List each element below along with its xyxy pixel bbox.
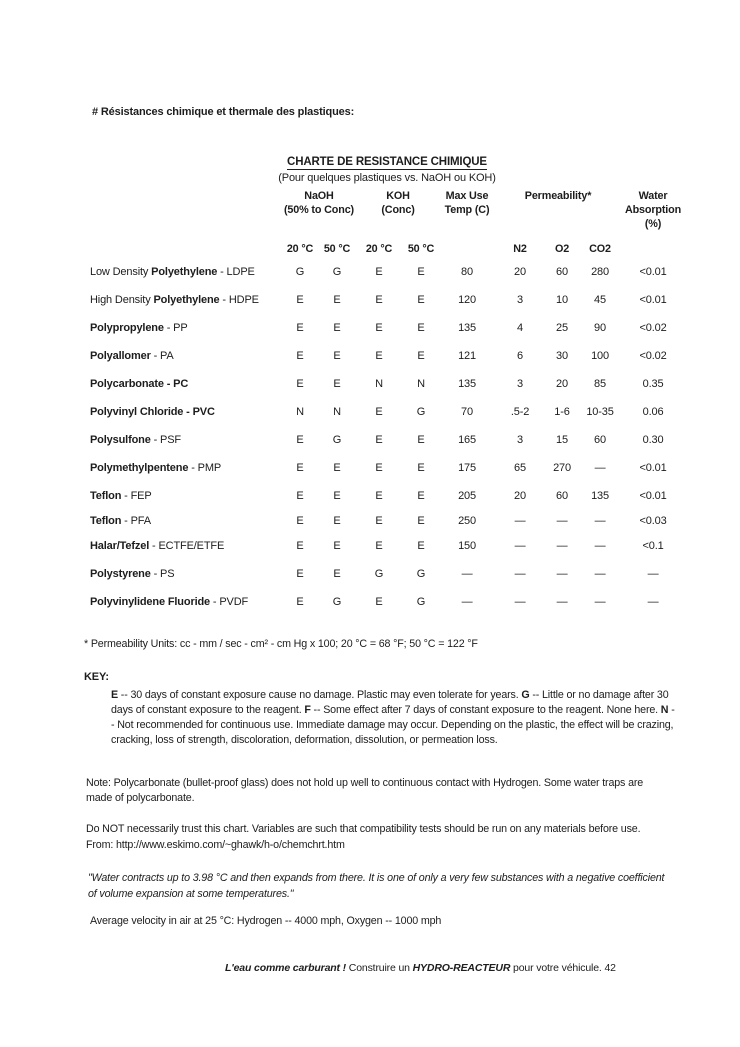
cell-naoh-50c: G: [332, 596, 342, 608]
cell-max-temp: 135: [458, 378, 476, 390]
cell-n2: 4: [517, 322, 523, 334]
material-abbr: - HDPE: [219, 294, 259, 306]
cell-max-temp: —: [461, 568, 473, 580]
cell-koh-50c: E: [417, 462, 425, 474]
cell-naoh-20c: E: [296, 596, 304, 608]
cell-material: [90, 342, 282, 370]
cell-naoh-50c: E: [333, 568, 341, 580]
cell-naoh-50c: E: [333, 294, 341, 306]
cell-water-absorption: <0.01: [639, 462, 667, 474]
cell-koh-20c: E: [375, 350, 383, 362]
cell-o2: 20: [556, 378, 568, 390]
key-segment: [304, 704, 660, 716]
table-row: [90, 398, 684, 426]
header-spacer: [90, 231, 282, 258]
material-prefix: Low Density: [90, 266, 152, 278]
material-name: Polymethylpentene: [90, 462, 189, 474]
cell-koh-20c: E: [375, 294, 383, 306]
material-abbr: - PA: [150, 350, 174, 362]
key-letter: E: [111, 689, 118, 701]
material-name: Teflon: [90, 515, 122, 527]
cell-max-temp: —: [461, 596, 473, 608]
cell-max-temp: 135: [458, 322, 476, 334]
cell-material: [90, 426, 282, 454]
header-row-groups-line3: [90, 218, 684, 231]
cell-koh-20c: E: [375, 490, 383, 502]
cell-n2: 3: [517, 434, 523, 446]
header-row-groups-line2: [90, 204, 684, 218]
material-name: Polystyrene: [90, 568, 151, 580]
cell-koh-20c: G: [374, 568, 384, 580]
cell-koh-50c: N: [417, 378, 425, 390]
subheader-co2: CO2: [589, 243, 611, 255]
cell-koh-50c: E: [417, 540, 425, 552]
cell-co2: —: [594, 568, 606, 580]
cell-max-temp: 120: [458, 294, 476, 306]
chart-title-block: [90, 152, 684, 184]
material-name: Polypropylene: [90, 322, 164, 334]
cell-koh-20c: E: [375, 406, 383, 418]
cell-water-absorption: <0.03: [639, 515, 667, 527]
cell-material: [90, 314, 282, 342]
col-group-naoh: NaOH: [304, 190, 334, 202]
cell-naoh-50c: E: [333, 378, 341, 390]
cell-water-absorption: —: [647, 568, 659, 580]
table-row: [90, 588, 684, 616]
subheader-koh-20c: 20 °C: [365, 243, 393, 255]
cell-co2: 100: [591, 350, 609, 362]
key-label: KEY:: [84, 671, 109, 683]
cell-water-absorption: 0.06: [642, 406, 664, 418]
subheader-koh-50c: 50 °C: [407, 243, 435, 255]
cell-o2: 60: [556, 266, 568, 278]
header-spacer: [90, 204, 282, 218]
key-text: -- Some effect after 7 days of constant exposure to the reagent. None here.: [310, 704, 661, 716]
cell-koh-20c: E: [375, 434, 383, 446]
trust-disclaimer: Do NOT necessarily trust this chart. Variables are such that compatibility tests should be run on any materials before use. From: http://www.eskimo.com/~ghawk/h-o/chemchrt.htm: [86, 823, 641, 851]
cell-naoh-20c: E: [296, 294, 304, 306]
cell-o2: —: [556, 596, 568, 608]
cell-co2: 60: [594, 434, 606, 446]
cell-naoh-20c: E: [296, 378, 304, 390]
cell-o2: —: [556, 568, 568, 580]
table-row: [90, 370, 684, 398]
material-abbr: - PMP: [188, 462, 222, 474]
cell-co2: —: [594, 462, 606, 474]
cell-co2: —: [594, 515, 606, 527]
header-spacer: [494, 204, 622, 218]
key-letter: G: [521, 689, 530, 701]
cell-max-temp: 70: [461, 406, 473, 418]
material-abbr: - LDPE: [217, 266, 255, 278]
header-row-groups: [90, 190, 684, 204]
footer-page-number: pour votre véhicule. 42: [510, 962, 616, 974]
cell-o2: 15: [556, 434, 568, 446]
cell-n2: 3: [517, 294, 523, 306]
cell-o2: 25: [556, 322, 568, 334]
cell-naoh-50c: E: [333, 490, 341, 502]
cell-max-temp: 121: [458, 350, 476, 362]
material-prefix: High Density: [90, 294, 154, 306]
table-row: [90, 454, 684, 482]
cell-material: [90, 258, 282, 286]
cell-water-absorption: <0.1: [642, 540, 664, 552]
cell-naoh-50c: E: [333, 540, 341, 552]
header-spacer: [90, 218, 622, 231]
cell-n2: —: [514, 596, 526, 608]
cell-max-temp: 250: [458, 515, 476, 527]
cell-naoh-50c: E: [333, 515, 341, 527]
cell-koh-20c: E: [375, 540, 383, 552]
cell-naoh-20c: E: [296, 540, 304, 552]
col-group-water-pct: (%): [644, 218, 662, 230]
material-name: Polyethylene: [151, 266, 218, 278]
cell-naoh-50c: N: [333, 406, 341, 418]
cell-n2: 20: [514, 266, 526, 278]
cell-koh-50c: E: [417, 322, 425, 334]
col-group-naoh-conc: (50% to Conc): [283, 204, 355, 216]
material-name: Teflon: [90, 490, 122, 502]
cell-naoh-50c: G: [332, 434, 342, 446]
cell-koh-50c: E: [417, 266, 425, 278]
permeability-units-note: * Permeability Units: cc - mm / sec - cm² - cm Hg x 100; 20 °C = 68 °F; 50 °C = 122 °F: [84, 638, 478, 650]
cell-water-absorption: <0.02: [639, 322, 667, 334]
header-spacer: [622, 231, 684, 258]
material-name: Polyvinyl Chloride - PVC: [90, 406, 215, 418]
cell-water-absorption: —: [647, 596, 659, 608]
cell-co2: 85: [594, 378, 606, 390]
cell-koh-50c: G: [416, 596, 426, 608]
cell-naoh-20c: G: [295, 266, 305, 278]
cell-material: [90, 454, 282, 482]
cell-material: [90, 482, 282, 510]
col-group-koh-conc: (Conc): [381, 204, 415, 216]
table-row: [90, 482, 684, 510]
col-group-max-temp: Max Use: [445, 190, 489, 202]
cell-koh-20c: N: [375, 378, 383, 390]
cell-material: [90, 588, 282, 616]
col-group-water-absorption: Absorption: [624, 204, 682, 216]
page-heading: # Résistances chimique et thermale des plastiques:: [92, 106, 355, 118]
cell-max-temp: 205: [458, 490, 476, 502]
footer-text: Construire un: [346, 962, 413, 974]
cell-material: [90, 286, 282, 314]
cell-koh-20c: E: [375, 596, 383, 608]
cell-koh-50c: E: [417, 294, 425, 306]
table-row: [90, 560, 684, 588]
cell-naoh-50c: G: [332, 266, 342, 278]
material-abbr: - PFA: [121, 515, 151, 527]
cell-o2: 270: [553, 462, 571, 474]
cell-material: [90, 532, 282, 560]
cell-naoh-20c: E: [296, 322, 304, 334]
cell-water-absorption: 0.30: [642, 434, 664, 446]
key-segment: [111, 689, 521, 701]
material-abbr: - PSF: [150, 434, 181, 446]
table-row: [90, 286, 684, 314]
material-abbr: - PP: [163, 322, 188, 334]
key-text: -- Little or no damage after 30 days of constant exposure to the reagent.: [111, 689, 669, 716]
cell-max-temp: 80: [461, 266, 473, 278]
cell-naoh-50c: E: [333, 322, 341, 334]
key-text: -- 30 days of constant exposure cause no damage. Plastic may even tolerate for years.: [117, 689, 522, 701]
cell-o2: —: [556, 540, 568, 552]
cell-koh-20c: E: [375, 322, 383, 334]
cell-max-temp: 150: [458, 540, 476, 552]
cell-water-absorption: 0.35: [642, 378, 664, 390]
cell-naoh-20c: E: [296, 490, 304, 502]
cell-koh-50c: E: [417, 350, 425, 362]
cell-water-absorption: <0.01: [639, 490, 667, 502]
cell-n2: 6: [517, 350, 523, 362]
table-row: [90, 532, 684, 560]
cell-o2: 1-6: [554, 406, 570, 418]
polycarbonate-note: Note: Polycarbonate (bullet-proof glass) does not hold up well to continuous contact with Hydrogen. Some water traps are made of polycarbonate.: [86, 777, 644, 804]
table-row: [90, 426, 684, 454]
cell-o2: 60: [556, 490, 568, 502]
subheader-n2: N2: [513, 243, 527, 255]
cell-naoh-20c: E: [296, 515, 304, 527]
footer-book-title: L'eau comme carburant !: [225, 962, 346, 974]
col-group-temp-unit: Temp (C): [444, 204, 490, 216]
material-abbr: - ECTFE/ETFE: [149, 540, 225, 552]
cell-max-temp: 165: [458, 434, 476, 446]
subheader-naoh-50c: 50 °C: [323, 243, 351, 255]
cell-naoh-20c: N: [296, 406, 304, 418]
cell-n2: —: [514, 540, 526, 552]
cell-naoh-20c: E: [296, 462, 304, 474]
col-group-permeability: Permeability*: [524, 190, 592, 202]
cell-naoh-20c: E: [296, 568, 304, 580]
cell-o2: 30: [556, 350, 568, 362]
page-footer: [225, 962, 616, 974]
cell-water-absorption: <0.02: [639, 350, 667, 362]
key-text: -- Not recommended for continuous use. Immediate damage may occur. Depending on the plastic, the effect will be crazing, cracking, loss of strength, discoloration, deformation, dissolution, or permeation loss.: [111, 704, 675, 746]
table-row: [90, 510, 684, 532]
header-spacer: [90, 190, 282, 204]
water-quote: "Water contracts up to 3.98 °C and then expands from there. It is one of only a very few substances with a negative coefficient of volume expansion at some temperatures.": [88, 872, 665, 900]
cell-naoh-50c: E: [333, 462, 341, 474]
cell-n2: —: [514, 515, 526, 527]
cell-co2: —: [594, 596, 606, 608]
table-row: [90, 258, 684, 286]
header-row-subcolumns: [90, 231, 684, 258]
cell-co2: 10-35: [586, 406, 614, 418]
cell-o2: —: [556, 515, 568, 527]
material-name: Polycarbonate - PC: [90, 378, 189, 390]
cell-naoh-20c: E: [296, 350, 304, 362]
resistance-table: [90, 190, 684, 616]
cell-water-absorption: <0.01: [639, 266, 667, 278]
col-group-koh: KOH: [386, 190, 410, 202]
cell-naoh-50c: E: [333, 350, 341, 362]
material-name: Polyvinylidene Fluoride: [90, 596, 211, 608]
col-group-water: Water: [638, 190, 668, 202]
cell-co2: 90: [594, 322, 606, 334]
material-name: Polysulfone: [90, 434, 151, 446]
cell-co2: 45: [594, 294, 606, 306]
cell-koh-50c: E: [417, 434, 425, 446]
chart-title: CHARTE DE RESISTANCE CHIMIQUE: [287, 156, 487, 168]
material-abbr: - PVDF: [210, 596, 249, 608]
cell-co2: 135: [591, 490, 609, 502]
velocity-note: Average velocity in air at 25 °C: Hydrogen -- 4000 mph, Oxygen -- 1000 mph: [90, 915, 442, 927]
cell-o2: 10: [556, 294, 568, 306]
subheader-naoh-20c: 20 °C: [286, 243, 314, 255]
cell-co2: 280: [591, 266, 609, 278]
cell-co2: —: [594, 540, 606, 552]
material-abbr: - FEP: [121, 490, 152, 502]
key-letter: F: [304, 704, 311, 716]
cell-material: [90, 510, 282, 532]
cell-n2: —: [514, 568, 526, 580]
subheader-o2: O2: [554, 243, 570, 255]
material-name: Polyethylene: [153, 294, 220, 306]
cell-max-temp: 175: [458, 462, 476, 474]
cell-koh-20c: E: [375, 515, 383, 527]
key-letter: N: [660, 704, 669, 716]
cell-water-absorption: <0.01: [639, 294, 667, 306]
cell-n2: .5-2: [510, 406, 530, 418]
cell-koh-20c: E: [375, 462, 383, 474]
cell-koh-50c: E: [417, 490, 425, 502]
cell-koh-50c: G: [416, 406, 426, 418]
table-row: [90, 342, 684, 370]
cell-naoh-20c: E: [296, 434, 304, 446]
cell-n2: 20: [514, 490, 526, 502]
cell-material: [90, 560, 282, 588]
key-paragraph: [111, 688, 677, 748]
cell-material: [90, 398, 282, 426]
chart-subtitle: (Pour quelques plastiques vs. NaOH ou KOH): [278, 172, 496, 184]
material-name: Polyallomer: [90, 350, 151, 362]
cell-material: [90, 370, 282, 398]
header-spacer: [440, 231, 494, 258]
cell-koh-50c: G: [416, 568, 426, 580]
cell-koh-20c: E: [375, 266, 383, 278]
table-row: [90, 314, 684, 342]
cell-n2: 65: [514, 462, 526, 474]
material-abbr: - PS: [150, 568, 175, 580]
cell-n2: 3: [517, 378, 523, 390]
cell-koh-50c: E: [417, 515, 425, 527]
material-name: Halar/Tefzel: [90, 540, 150, 552]
footer-hydro-reacteur: HYDRO-REACTEUR: [412, 962, 511, 974]
